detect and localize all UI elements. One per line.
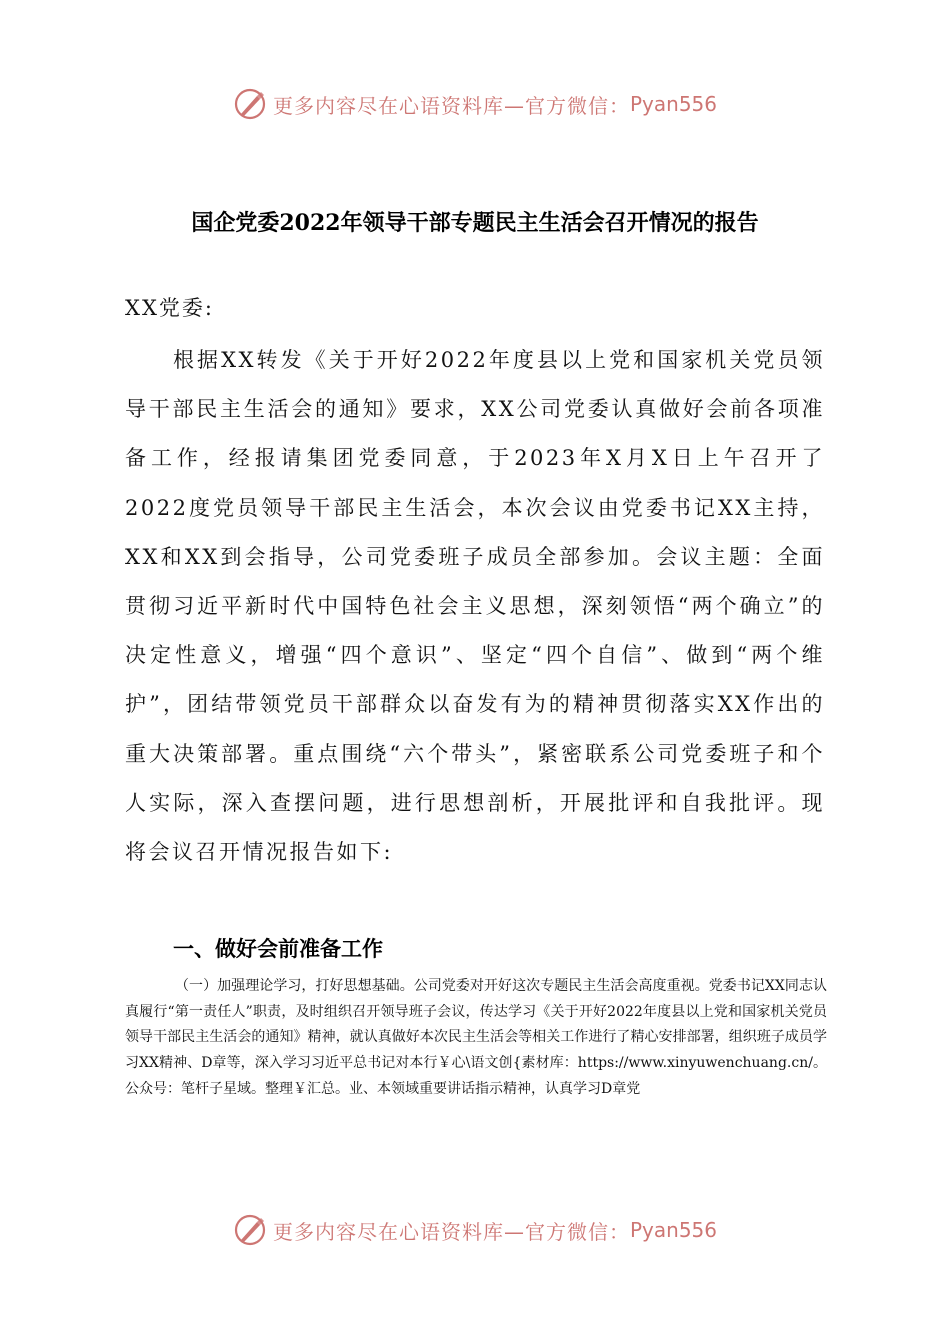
pen-circle-icon bbox=[233, 1213, 267, 1247]
watermark-text: 更多内容尽在心语资料库—官方微信： bbox=[272, 1219, 630, 1244]
watermark-wechat-id: Pyan556 bbox=[629, 1218, 717, 1242]
section-heading: 一、做好会前准备工作 bbox=[173, 937, 383, 961]
intro-paragraph: 根据XX转发《关于开好2022年度县以上党和国家机关党员领导干部民主生活会的通知》要求，XX公司党委认真做好会前各项准备工作，经报请集团党委同意，于2023年X月X日上午召开了2022度党员领导干部民主生活会，本次会议由党委书记XX主持，XX和XX到会指导，公司党委班子成员全部参加。会议主题：全面贯彻习近平新时代中国特色社会主义思想，深刻领悟“两个确立”的决定性意义，增强“四个意识”、坚定“四个自信”、做到“两个维护”，团结带领党员干部群众以奋发有为的精神贯彻落实XX作出的重大决策部署。重点围绕“六个带头”，紧密联系公司党委班子和个人实际，深入查摆问题，进行思想剖析，开展批评和自我批评。现将会议召开情况报告如下: bbox=[125, 348, 825, 865]
document-title: 国企党委2022年领导干部专题民主生活会召开情况的报告 bbox=[191, 210, 759, 236]
salutation: XX党委: bbox=[125, 296, 214, 320]
watermark-wechat-id: Pyan556 bbox=[629, 92, 717, 116]
watermark-text: 更多内容尽在心语资料库—官方微信： bbox=[272, 93, 630, 118]
watermark-footer bbox=[0, 1210, 950, 1250]
section-paragraph: （一）加强理论学习，打好思想基础。公司党委对开好这次专题民主生活会高度重视。党委书记XX同志认真履行“第一责任人”职责，及时组织召开领导班子会议，传达学习《关于开好2022年度县以上党和国家机关党员领导干部民主生活会的通知》精神，就认真做好本次民主生活会等相关工作进行了精心安排部署，组织班子成员学习XX精神、D章等，深入学习习近平总书记对本行￥心\语文创{素材库：https://www.xinyuwenchuang.cn/。公众号：笔杆子星域。整理￥汇总。业、本领域重要讲话指示精神，认真学习D章党 bbox=[125, 978, 827, 1097]
pen-circle-icon bbox=[233, 87, 267, 121]
watermark-header bbox=[0, 84, 950, 124]
